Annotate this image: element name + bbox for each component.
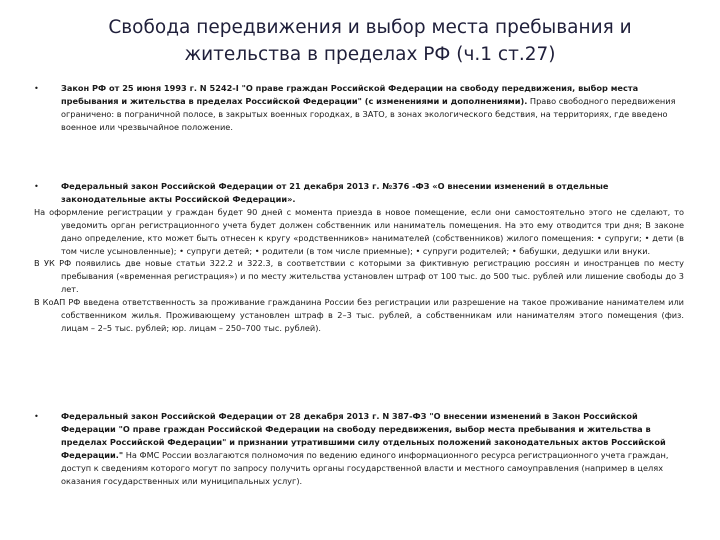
law-item-2	[34, 180, 684, 335]
law-3-text: На ФМС России возлагаются полномочия по ведению единого информационного ресурса регистрационного учета граждан, доступ к сведениям которого могут по запросу получить органы государственной власти и местного самоуправления (например в целях оказания государственных или муниципальных услуг).	[61, 449, 669, 486]
bullet-icon: •	[34, 83, 39, 93]
law-3-title: Федеральный закон Российской Федерации от 28 декабря 2013 г. N 387-ФЗ "О внесении изменений в Закон Российской Федерации "О праве граждан Российской Федерации на свободу передвижения, выбор места пребывания и жительства в пределах Российской Федерации" и признании утратившими силу отдельных положений законодательных актов Российской Федерации."	[61, 411, 666, 460]
law-item-1	[34, 82, 684, 134]
law-1-title: Закон РФ от 25 июня 1993 г. N 5242-I "О праве граждан Российской Федерации на свободу передвижения, выбор места пребывания и жительства в пределах Российской Федерации" (с изменениями и дополнениями).	[61, 83, 639, 106]
title-line-1: Свобода передвижения и выбор места пребывания и	[108, 17, 632, 38]
bullet-icon: •	[34, 181, 39, 191]
slide-title	[60, 14, 680, 68]
criminal-code-paragraph: В УК РФ появились две новые статьи 322.2 и 322.3, в соответствии с которыми за фиктивную регистрацию россиян и иностранцев по месту пребывания («временная регистрация») и по месту жительства установлен штраф от 100 тыс. до 500 тыс. рублей или лишение свободы до 3 лет.	[34, 258, 684, 295]
law-1-text: Право свободного передвижения ограничено: в пограничной полосе, в закрытых военных городках, в ЗАТО, в зонах экологического бедствия, на территориях, где введено военное или чрезвычайное положение.	[61, 95, 676, 132]
law-item-3	[34, 410, 684, 487]
title-line-2: жительства в пределах РФ (ч.1 ст.27)	[184, 44, 556, 65]
registration-paragraph: На оформление регистрации у граждан будет 90 дней с момента приезда в новое помещение, если они самостоятельно этого не сделают, то уведомить орган регистрационного учета будет должен собственник или наниматель помещения. На это ему отводится три дня; В законе дано определение, кто может быть отнесен к кругу «родственников» нанимателей (собственников) жилого помещения: • супруги; • дети (в том числе усыновленные); • супруги детей; • родители (в том числе приемные); • супруги родителей; • бабушки, дедушки или внуки.	[34, 206, 684, 256]
bullet-icon: •	[34, 411, 39, 421]
admin-code-paragraph: В КоАП РФ введена ответственность за проживание гражданина России без регистрации или разрешение на такое проживание нанимателем или собственником жилья. Проживающему установлен штраф в 2–3 тыс. рублей, а собственникам или нанимателям этого помещения (физ. лицам – 2–5 тыс. рублей; юр. лицам – 250–700 тыс. рублей).	[34, 297, 684, 333]
law-2-title: Федеральный закон Российской Федерации от 21 декабря 2013 г. №376 -ФЗ «О внесении изменений в отдельные законодательные акты Российской Федерации».	[61, 181, 609, 204]
